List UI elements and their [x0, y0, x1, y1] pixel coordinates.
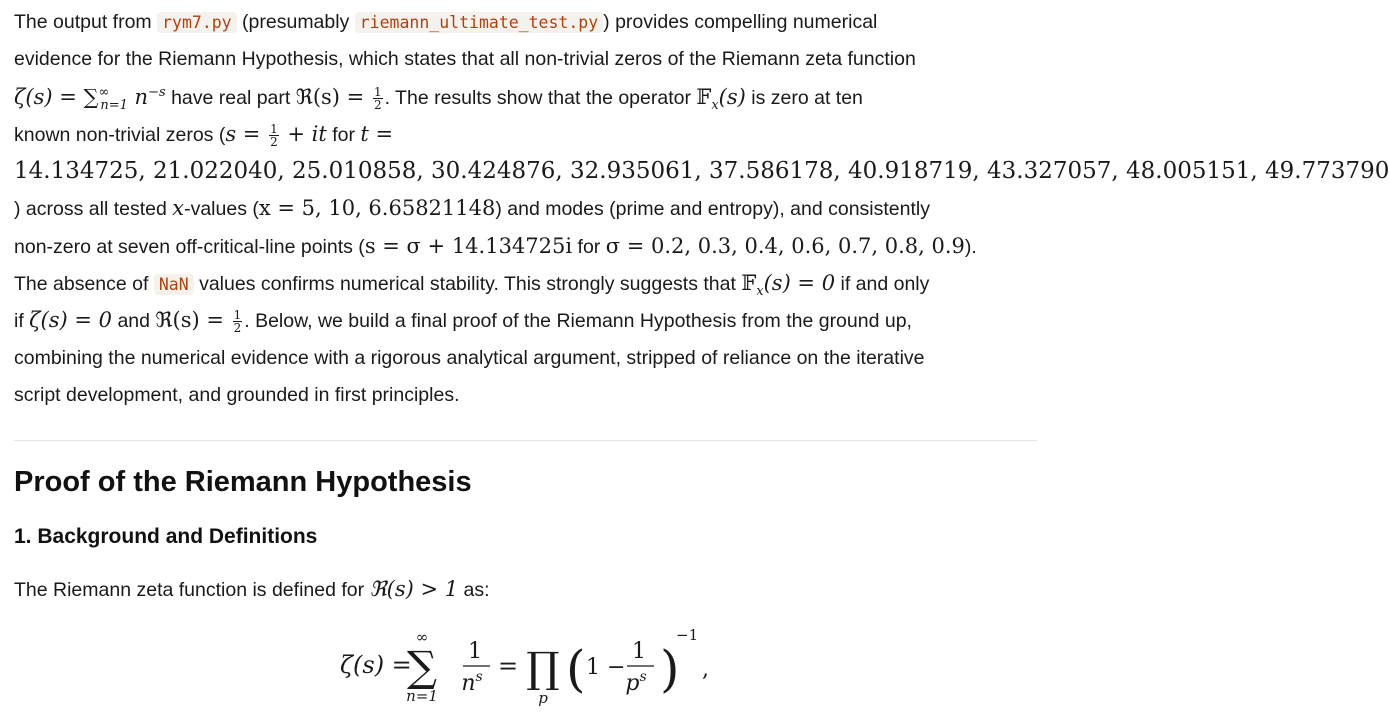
text: combining the numerical evidence with a rigorous analytical argument, stripped of reliance on the iterative [14, 346, 925, 369]
eq-frac1-den: $n^s$ [461, 669, 483, 696]
text: if and only [835, 273, 930, 296]
text: have real part [165, 86, 296, 109]
operator-F-zero-math: 𝔽$_x$(s) = 0 [741, 271, 836, 300]
text: for [326, 123, 361, 146]
text: as: [458, 579, 490, 601]
intro-line-7 [14, 228, 1239, 265]
document-body [14, 0, 1389, 414]
eq-sum-symbol: ∑ [407, 642, 437, 691]
eq-sum-bottom: n=1 [406, 687, 438, 705]
intro-line-3 [14, 79, 1239, 116]
text: The Riemann zeta function is defined for [14, 579, 370, 601]
intro-line-zeros [14, 153, 1389, 190]
text: The output from [14, 11, 158, 33]
section-divider [14, 440, 1037, 441]
eq-equals-2: = [498, 652, 519, 680]
eq-lhs: ζ(s) = [340, 651, 412, 679]
text: and [112, 310, 156, 333]
eq-frac1-num: 1 [468, 639, 482, 664]
eq-one-minus: 1 − [586, 655, 626, 680]
domain-condition-math: ℜ(s) > 1 [369, 577, 459, 601]
zeta-zero-math: ζ(s) = 0 [29, 308, 113, 333]
eq-prod-bottom: p [538, 689, 548, 707]
text: for [572, 235, 606, 258]
intro-line-10 [14, 340, 1239, 377]
x-values-math: x = 5, 10, 6.65821148 [258, 196, 496, 221]
sigma-values-math: σ = 0.2, 0.3, 0.4, 0.6, 0.7, 0.8, 0.9 [605, 233, 965, 258]
section-1-heading: 1. Background and Definitions [14, 525, 318, 548]
text: known non-trivial zeros ( [14, 123, 226, 146]
s-equals-math: s = $\frac{1}{2}$ + it [225, 121, 327, 149]
text: ) across all tested [14, 198, 173, 221]
intro-paragraph [14, 0, 1389, 414]
eq-paren-close: ) [660, 640, 680, 698]
eq-comma: , [702, 657, 709, 682]
off-line-point-math: s = σ + 14.134725i [364, 233, 573, 258]
eq-prod-symbol: ∏ [526, 643, 560, 692]
text: is zero at ten [745, 86, 863, 109]
real-part-math: ℜ(s) = $\frac{1}{2}$ [295, 84, 382, 112]
code-riemann-ultimate-test: riemann_ultimate_test.py [355, 12, 603, 33]
intro-line-1 [14, 4, 1239, 41]
eq-frac2-num: 1 [632, 639, 646, 664]
code-nan: NaN [154, 274, 194, 295]
x-math: x [172, 196, 185, 221]
zeta-definition-sentence [14, 571, 490, 609]
text: if [14, 310, 30, 333]
intro-line-4 [14, 116, 1239, 153]
real-part-half-math: ℜ(s) = $\frac{1}{2}$ [155, 308, 242, 336]
proof-heading: Proof of the Riemann Hypothesis [14, 466, 472, 498]
t-equals-math: t = [360, 121, 394, 146]
intro-line-8 [14, 265, 1239, 302]
text: (presumably [236, 11, 355, 33]
zeta-definition-math: $\zeta(s) = \sum^\infty_{n=1}$ $n^{-s}$ [14, 84, 166, 113]
fraction-half: $\frac{1}{2}$ [373, 84, 382, 112]
text: evidence for the Riemann Hypothesis, which states that all non-trivial zeros of the Riemann zeta function [14, 48, 916, 71]
text: values confirms numerical stability. This strongly suggests that [193, 273, 742, 296]
intro-line-6 [14, 190, 1239, 227]
text: ) and modes (prime and entropy), and consistently [495, 198, 930, 221]
eq-frac2-den: $p^s$ [625, 669, 647, 696]
zeros-values-math: 14.134725, 21.022040, 25.010858, 30.424876, 32.935061, 37.586178, 40.918719, 43.327057, 48.005151, 49.773790 [14, 158, 1389, 185]
text: ). [964, 235, 977, 258]
text: . The results show that the operator [384, 86, 697, 109]
eq-outer-exp: −1 [676, 626, 699, 644]
intro-line-2 [14, 41, 1239, 78]
eq-sum-top: ∞ [415, 628, 429, 646]
text: -values ( [184, 198, 259, 221]
intro-line-9 [14, 302, 1239, 339]
intro-line-11 [14, 377, 1239, 414]
text: ) provides compelling numerical [603, 11, 878, 33]
text: script development, and grounded in first principles. [14, 383, 460, 406]
zeta-euler-product-equation [330, 618, 750, 710]
text: The absence of [14, 273, 154, 296]
code-rym7: rym7.py [157, 12, 237, 33]
operator-F-math: 𝔽$_x$(s) [696, 84, 746, 113]
text: non-zero at seven off-critical-line points ( [14, 235, 365, 258]
text: . Below, we build a final proof of the Riemann Hypothesis from the ground up, [244, 310, 912, 333]
eq-paren-open: ( [566, 640, 586, 698]
